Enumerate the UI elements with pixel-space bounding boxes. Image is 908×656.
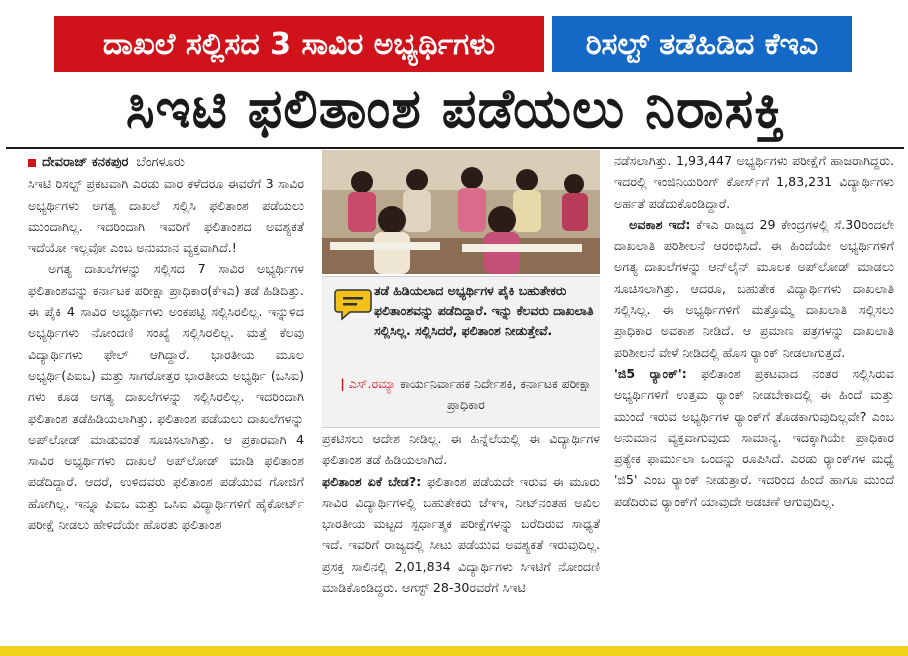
headline: ಸಿಇಟಿ ಫಲಿತಾಂಶ ಪಡೆಯಲು ನಿರಾಸಕ್ತಿ [125, 77, 786, 140]
paragraph-intro: ಸಿಇಟಿ ರಿಸಲ್ಟ್ ಪ್ರಕಟವಾಗಿ ಎರಡು ವಾರ ಕಳೆದರೂ ಈವರೆಗೆ 3 ಸಾವಿರ ಅಭ್ಯರ್ಥಿಗಳು ಅಗತ್ಯ ದಾಖಲೆ ಸಲ್ಲಿಸಿ ಫಲಿತಾಂಶ ಪಡೆಯಲು ಮುಂದಾಗಿಲ್ಲ. ಇದರಿಂದಾಗಿ ಇವರಿಗೆ ಫಲಿತಾಂಶದ ಅವಶ್ಯಕತೆ ಇದೆಯೋ ಇಲ್ಲವೋ ಎಂಬ ಅನುಮಾನ ವ್ಯಕ್ತವಾಗಿದೆ.! [28, 176, 304, 256]
kicker-banner-left [54, 16, 544, 72]
bottom-strip [0, 646, 908, 656]
quote-text: ತಡೆ ಹಿಡಿಯಲಾದ ಅಭ್ಯರ್ಥಿಗಳ ಪೈಕಿ ಬಹುತೇಕರು ಫಲಿತಾಂಶವನ್ನು ಪಡೆದಿದ್ದಾರೆ. ಇನ್ನು ಕೆಲವರು ದಾಖಲಾತಿ ಸಲ್ಲಿಸಿಲ್ಲ. ಸಲ್ಲಿಸಿದರೆ, ಫಲಿತಾಂಶ ನೀಡುತ್ತೇವೆ. [374, 283, 594, 338]
paragraph-col2-1: ಪ್ರಕಟಿಸಲು ಆದೇಶ ನೀಡಿಲ್ಲ. ಈ ಹಿನ್ನೆಲೆಯಲ್ಲಿ ಈ ವಿದ್ಯಾರ್ಥಿಗಳ ಫಲಿತಾಂಶ ತಡೆ ಹಿಡಿಯಲಾಗಿದೆ. [322, 431, 600, 468]
kicker-banner-right [552, 16, 852, 72]
headline-rule [6, 147, 904, 149]
subhead-opportunity: ಅವಕಾಶ ಇದೆ: [629, 216, 691, 232]
quote-author-title: ಕಾರ್ಯನಿರ್ವಾಹಕ ನಿರ್ದೇಶಕಿ, ಕರ್ನಾಟಕ ಪರೀಕ್ಷಾ ಪ್ರಾಧಿಕಾರ [400, 376, 592, 412]
column-1 [28, 152, 304, 647]
students-writing-exam-image [322, 150, 600, 274]
attribution-bar: | [340, 376, 345, 391]
byline [28, 152, 304, 173]
paragraph-col3-2-text: ಕೆಇಎ ರಾಜ್ಯದ 29 ಕೇಂದ್ರಗಳಲ್ಲಿ ಸೆ.30ರಿಂದಲೇ ದಾಖಲಾತಿ ಪರಿಶೀಲನೆ ಆರಂಭಿಸಿದೆ. ಈ ಹಿಂದೆಯೇ ಅಭ್ಯರ್ಥಿಗಳಿಗೆ ಅಗತ್ಯ ದಾಖಲೆಗಳನ್ನು ಆನ್‌ಲೈನ್ ಮೂಲಕ ಅಪ್‌ಲೋಡ್ ಮಾಡಲು ಸೂಚಿಸಲಾಗಿತ್ತು. ಆದರೂ, ಬಹುತೇಕ ವಿದ್ಯಾರ್ಥಿಗಳು ದಾಖಲಾತಿ ಸಲ್ಲಿಸಿಲ್ಲ. ಈ ಅಭ್ಯರ್ಥಿಗಳಿಗೆ ಮತ್ತೊಮ್ಮೆ ದಾಖಲಾತಿ ಸಲ್ಲಿಸಲು ಪ್ರಾಧಿಕಾರ ಅವಕಾಶ ನೀಡಿದೆ. ಆ ಪ್ರಮಾಣ ಪತ್ರಗಳನ್ನು ದಾಖಲಾತಿ ಪರಿಶೀಲನೆ ವೇಳೆ ನೀಡಿದಲ್ಲಿ ಹೊಸ ರ‍್ಯಾಂಕ್ ನೀಡಲಾಗುತ್ತದೆ. [614, 216, 894, 360]
paragraph-col3-3-text: ಫಲಿತಾಂಶ ಪ್ರಕಟವಾದ ನಂತರ ಸಲ್ಲಿಸಿರುವ ಅಭ್ಯರ್ಥಿಗಳಿಗೆ ಉತ್ತಮ ರ‍್ಯಾಂಕ್ ನೀಡಬೇಕಾದಲ್ಲಿ ಈ ಹಿಂದೆ ಮತ್ತು ಮುಂದೆ ಇರುವ ಅಭ್ಯರ್ಥಿಗಳ ರ‍್ಯಾಂಕ್‌ಗೆ ತೊಡಕಾಗುವುದಿಲ್ಲವೇ? ಎಂಬ ಅನುಮಾನ ವ್ಯಕ್ತವಾಗುವುದು ಸಾಮಾನ್ಯ. ಇದಕ್ಕಾಗಿಯೇ ಪ್ರಾಧಿಕಾರ ಪ್ರತ್ಯೇಕ ಫಾರ್ಮುಲಾ ಒಂದನ್ನು ರೂಪಿಸಿದೆ. ಎರಡು ರ‍್ಯಾಂಕ್‌ಗಳ ಮಧ್ಯೆ 'ಜಿ5' ಎಂಬ ರ‍್ಯಾಂಕ್ ನೀಡುತ್ತಾರೆ. ಇದರಿಂದ ಹಿಂದೆ ಹಾಗೂ ಮುಂದೆ ಪಡೆದಿರುವ ರ‍್ಯಾಂಕ್‌ಗೆ ಯಾವುದೇ ಅಡಚಣೆ ಆಗುವುದಿಲ್ಲ. [614, 365, 894, 509]
exam-hall-photo [322, 150, 600, 274]
paragraph-col2-2-text: ಫಲಿತಾಂಶ ಪಡೆಯದೇ ಇರುವ ಈ ಮೂರು ಸಾವಿರ ವಿದ್ಯಾರ್ಥಿಗಳಲ್ಲಿ ಬಹುತೇಕರು ಜೆಇಇ, ನೀಟ್‌ನಂತಹ ಅಖಿಲ ಭಾರತೀಯ ಮಟ್ಟದ ಸ್ಪರ್ಧಾತ್ಮಕ ಪರೀಕ್ಷೆಗಳನ್ನು ಬರೆದಿರುವ ಸಾಧ್ಯತೆ ಇದೆ. ಇವರಿಗೆ ರಾಜ್ಯದಲ್ಲಿ ಸೀಟು ಪಡೆಯುವ ಅವಶ್ಯಕತೆ ಇರುವುದಿಲ್ಲ. ಪ್ರಸಕ್ತ ಸಾಲಿನಲ್ಲಿ 2,01,834 ವಿದ್ಯಾರ್ಥಿಗಳು ಸಿಇಟಿಗೆ ನೋಂದಣಿ ಮಾಡಿಕೊಂಡಿದ್ದರು. ಆಗಸ್ಟ್ 28-30ರವರೆಗೆ ಸಿಇಟಿ [322, 473, 600, 596]
paragraph-col3-1: ನಡೆಸಲಾಗಿತ್ತು. 1,93,447 ಅಭ್ಯರ್ಥಿಗಳು ಪರೀಕ್ಷೆಗೆ ಹಾಜರಾಗಿದ್ದರು. ಇದರಲ್ಲಿ ಇಂಜಿನಿಯರಿಂಗ್ ಕೋರ್ಸ್‌ಗೆ 1,83,231 ವಿದ್ಯಾರ್ಥಿಗಳು ಅರ್ಹತೆ ಪಡೆದುಕೊಂಡಿದ್ದಾರೆ. [614, 153, 894, 211]
column-2 [322, 428, 600, 644]
quote-author-name: ಎಸ್.ರಮ್ಯಾ [348, 376, 397, 391]
kicker-right-text: ರಿಸಲ್ಟ್ ತಡೆಹಿಡಿದ ಕೆಇಎ [585, 26, 819, 62]
byline-author: ದೇವರಾಜ್ ಕನಕಪುರ [42, 155, 129, 170]
column-3 [614, 150, 894, 644]
paragraph-col3-2 [614, 214, 894, 363]
paragraph-body: ಅಗತ್ಯ ದಾಖಲೆಗಳನ್ನು ಸಲ್ಲಿಸದ 7 ಸಾವಿರ ಅಭ್ಯರ್ಥಿಗಳ ಫಲಿತಾಂಶವನ್ನು ಕರ್ನಾಟಕ ಪರೀಕ್ಷಾ ಪ್ರಾಧಿಕಾರ(ಕೆಇಎ) ತಡೆ ಹಿಡಿದಿತ್ತು. ಈ ಪೈಕಿ 4 ಸಾವಿರ ಅಭ್ಯರ್ಥಿಗಳು ಅಂಕಪಟ್ಟಿ ಸಲ್ಲಿಸಿರಲಿಲ್ಲ. ಇನ್ನುಳಿದ ಅಭ್ಯರ್ಥಿಗಳು ನೋಂದಣಿ ಸಂಖ್ಯೆ ಸಲ್ಲಿಸಿರಲಿಲ್ಲ. ಮತ್ತೆ ಕೆಲವು ವಿದ್ಯಾರ್ಥಿಗಳು ಫೇಲ್ ಆಗಿದ್ದಾರೆ. ಭಾರತೀಯ ಮೂಲ ಅಭ್ಯರ್ಥಿ(ಪಿಐಒ) ಮತ್ತು ಸಾಗರೋತ್ತರ ಭಾರತೀಯ ಅಭ್ಯರ್ಥಿ (ಒಸಿಐ) ಗಳು ಕೂಡ ಅಗತ್ಯ ದಾಖಲೆಗಳನ್ನು ಸಲ್ಲಿಸಿರಲಿಲ್ಲ. ಇದರಿಂದಾಗಿ ಫಲಿತಾಂಶ ತಡೆಹಿಡಿಯಲಾಗಿತ್ತು. ಫಲಿತಾಂಶ ಪಡೆಯಲು ದಾಖಲೆಗಳನ್ನು ಅಪ್‌ಲೋಡ್ ಮಾಡುವಂತೆ ಸೂಚಿಸಲಾಗಿತ್ತು. ಆ ಪ್ರಕಾರವಾಗಿ 4 ಸಾವಿರ ಅಭ್ಯರ್ಥಿಗಳು ದಾಖಲೆ ಅಪ್‌ಲೋಡ್ ಮಾಡಿ ಫಲಿತಾಂಶ ಪಡೆದಿದ್ದಾರೆ. ಆದರೆ, ಉಳಿದವರು ಫಲಿತಾಂಶ ಪಡೆಯುವ ಗೋಜಿಗೆ ಹೋಗಿಲ್ಲ. ಇನ್ನೂ ಪಿಐಒ ಮತ್ತು ಒಸಿಐ ವಿದ್ಯಾರ್ಥಿಗಳಿಗೆ ಹೈಕೋರ್ಟ್ ಪರೀಕ್ಷೆ ನೀಡಲು ಹೇಳಿದೆಯೇ ಹೊರತು ಫಲಿತಾಂಶ [28, 261, 304, 533]
subhead-why-not: ಫಲಿತಾಂಶ ಏಕೆ ಬೇಡ?: [322, 473, 422, 489]
paragraph-col2-2 [322, 471, 600, 599]
quote-box [322, 276, 600, 428]
speech-bubble-icon [334, 287, 374, 321]
quote-attribution [338, 373, 594, 415]
byline-place: ಬೆಂಗಳೂರು [136, 155, 185, 170]
subhead-g5-rank: 'ಜಿ5 ರ‍್ಯಾಂಕ್': [614, 365, 687, 381]
byline-bullet-icon [28, 159, 36, 167]
paragraph-col3-3 [614, 363, 894, 512]
kicker-left-text: ದಾಖಲೆ ಸಲ್ಲಿಸದ 3 ಸಾವಿರ ಅಭ್ಯರ್ಥಿಗಳು [102, 26, 496, 62]
